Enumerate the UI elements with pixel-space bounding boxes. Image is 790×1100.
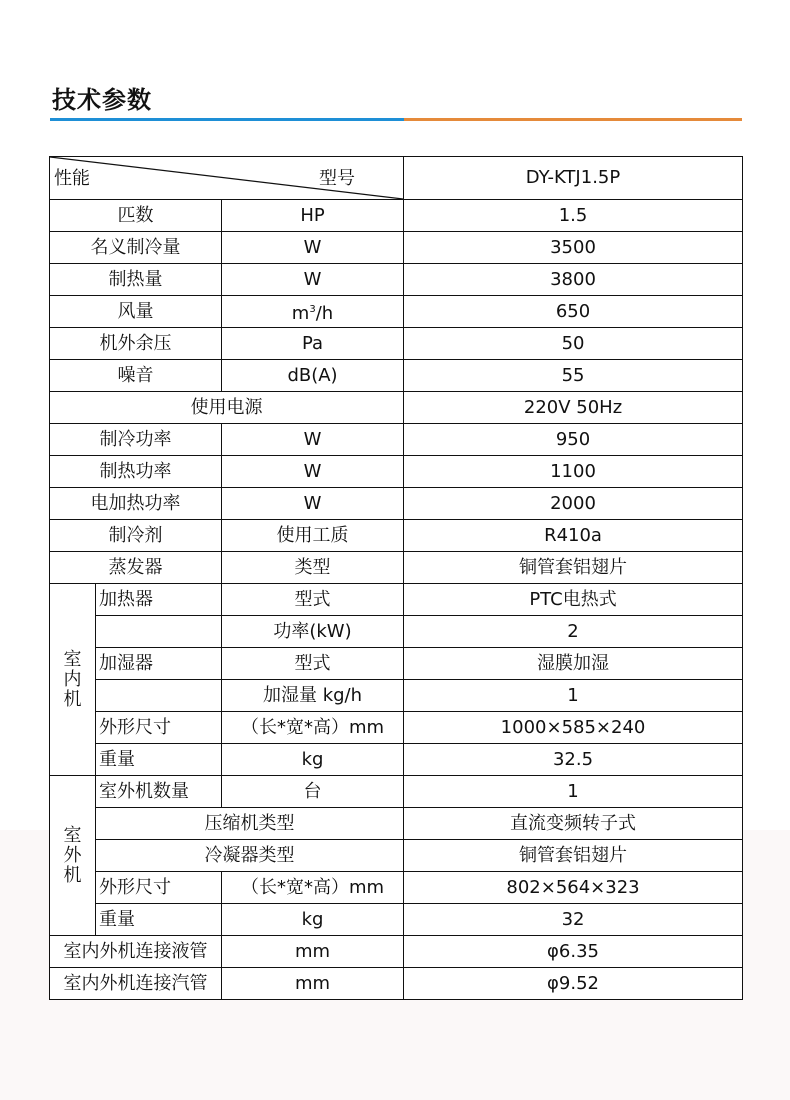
table-row [50,584,743,616]
row-name: 匹数 [50,200,222,232]
gas-pipe-name: 室内外机连接汽管 [50,968,222,1000]
liquid-pipe-value: φ6.35 [404,936,743,968]
row-unit: Pa [222,328,404,360]
indoor-label-char: 机 [63,688,82,710]
unit-base: m [291,302,310,324]
outdoor-count-unit: 台 [222,776,404,808]
table-row [50,520,743,552]
table-row [50,968,743,1000]
heater-power-value: 2 [404,616,743,648]
liquid-pipe-name: 室内外机连接液管 [50,936,222,968]
table-row [50,744,743,776]
row-value: 3500 [404,232,743,264]
diagonal-header-cell [50,157,404,200]
row-value: 55 [404,360,743,392]
outdoor-dimensions-unit: （长*宽*高）mm [222,872,404,904]
table-row [50,552,743,584]
row-name: 制热量 [50,264,222,296]
row-unit: 类型 [222,552,404,584]
humidifier-amount-label: 加湿量 kg/h [222,680,404,712]
table-row [50,456,743,488]
indoor-dimensions-unit: （长*宽*高）mm [222,712,404,744]
row-value: 铜管套铝翅片 [404,552,743,584]
unit-tail: /h [315,302,334,324]
row-name: 机外余压 [50,328,222,360]
row-name: 蒸发器 [50,552,222,584]
heater-type-label: 型式 [222,584,404,616]
row-unit: W [222,456,404,488]
row-value: 3800 [404,264,743,296]
row-value: 950 [404,424,743,456]
outdoor-weight-value: 32 [404,904,743,936]
table-row [50,840,743,872]
gas-pipe-value: φ9.52 [404,968,743,1000]
condenser-name: 冷凝器类型 [96,840,404,872]
row-value: 220V 50Hz [404,392,743,424]
row-name: 制热功率 [50,456,222,488]
page-title: 技术参数 [52,86,152,114]
outdoor-dimensions-name: 外形尺寸 [96,872,222,904]
table-row [50,872,743,904]
condenser-value: 铜管套铝翅片 [404,840,743,872]
table-row [50,488,743,520]
empty-cell [96,680,222,712]
compressor-value: 直流变频转子式 [404,808,743,840]
row-unit: HP [222,200,404,232]
empty-cell [96,616,222,648]
liquid-pipe-unit: mm [222,936,404,968]
row-unit [222,296,404,328]
compressor-name: 压缩机类型 [96,808,404,840]
table-row [50,200,743,232]
table-row [50,296,743,328]
row-value: 1.5 [404,200,743,232]
header-perf-label: 性能 [54,168,90,189]
row-unit: W [222,232,404,264]
heater-power-label: 功率(kW) [222,616,404,648]
heater-name: 加热器 [96,584,222,616]
outdoor-weight-name: 重量 [96,904,222,936]
table-row [50,424,743,456]
row-value: R410a [404,520,743,552]
row-unit: W [222,424,404,456]
row-unit: W [222,488,404,520]
row-value: 650 [404,296,743,328]
row-unit: 使用工质 [222,520,404,552]
indoor-label-char: 室 [63,648,82,670]
indoor-label-char: 内 [63,668,82,690]
outdoor-label-char: 外 [63,844,82,866]
row-name: 风量 [50,296,222,328]
gas-pipe-unit: mm [222,968,404,1000]
table-row [50,936,743,968]
outdoor-label-char: 机 [63,864,82,886]
indoor-dimensions-value: 1000×585×240 [404,712,743,744]
row-name: 噪音 [50,360,222,392]
table-row [50,808,743,840]
row-value: 2000 [404,488,743,520]
table-row [50,776,743,808]
spec-table [49,156,743,1000]
outdoor-dimensions-value: 802×564×323 [404,872,743,904]
unit-superscript: 3 [309,303,316,315]
header-model-label: 型号 [319,168,356,189]
table-row [50,680,743,712]
table-row [50,616,743,648]
row-name: 制冷功率 [50,424,222,456]
humidifier-name: 加湿器 [96,648,222,680]
table-row [50,264,743,296]
outdoor-weight-unit: kg [222,904,404,936]
title-underline-blue [50,118,404,121]
row-value: 50 [404,328,743,360]
table-row [50,232,743,264]
row-unit: dB(A) [222,360,404,392]
table-header-row [50,157,743,200]
row-value: 1100 [404,456,743,488]
title-underline-orange [404,118,742,121]
outdoor-label-char: 室 [63,824,82,846]
row-unit: W [222,264,404,296]
table-row [50,648,743,680]
indoor-weight-value: 32.5 [404,744,743,776]
table-row [50,904,743,936]
row-name: 制冷剂 [50,520,222,552]
row-name: 使用电源 [50,392,404,424]
humidifier-type-label: 型式 [222,648,404,680]
indoor-weight-unit: kg [222,744,404,776]
row-name: 电加热功率 [50,488,222,520]
indoor-unit-label [50,584,96,776]
humidifier-amount-value: 1 [404,680,743,712]
row-name: 名义制冷量 [50,232,222,264]
outdoor-count-name: 室外机数量 [96,776,222,808]
table-row [50,328,743,360]
outdoor-count-value: 1 [404,776,743,808]
indoor-weight-name: 重量 [96,744,222,776]
outdoor-unit-label [50,776,96,936]
humidifier-type-value: 湿膜加湿 [404,648,743,680]
table-row [50,392,743,424]
model-value: DY-KTJ1.5P [404,157,743,200]
table-row [50,360,743,392]
heater-type-value: PTC电热式 [404,584,743,616]
table-row [50,712,743,744]
indoor-dimensions-name: 外形尺寸 [96,712,222,744]
